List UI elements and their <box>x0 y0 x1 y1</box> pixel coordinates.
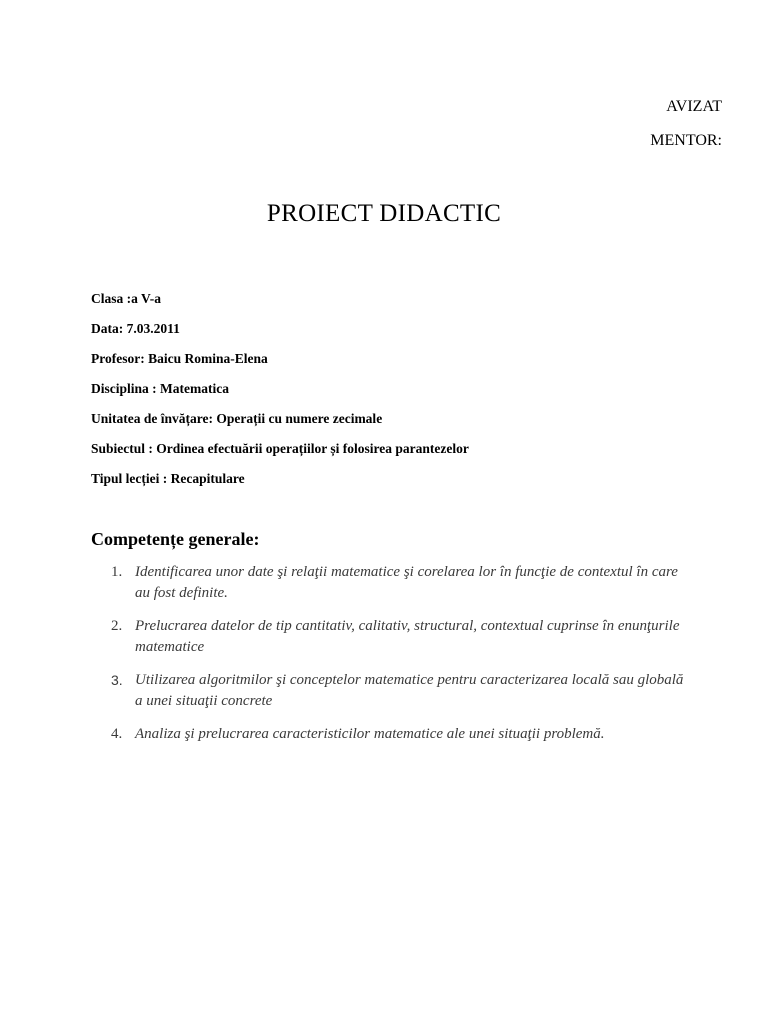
list-item <box>91 616 691 658</box>
mentor-label: MENTOR: <box>650 132 722 149</box>
document-title: PROIECT DIDACTIC <box>266 200 502 227</box>
competences-list <box>91 562 691 757</box>
item-text: Analiza şi prelucrarea caracteristicilor matematice ale unei situaţii problemă. <box>135 726 605 742</box>
teacher-field: Profesor: Baicu Romina-Elena <box>91 351 268 366</box>
lesson-info <box>91 289 469 499</box>
class-field: Clasa :a V-a <box>91 291 161 306</box>
date-field: Data: 7.03.2011 <box>91 321 180 336</box>
learning-unit-field: Unitatea de învățare: Operații cu numere zecimale <box>91 411 383 426</box>
item-number: 4. <box>111 726 123 742</box>
list-item <box>91 670 691 712</box>
item-text: Identificarea unor date şi relaţii matematice şi corelarea lor în funcţie de contextul în care au fost definite. <box>135 564 678 601</box>
item-number: 1. <box>111 564 123 580</box>
list-item <box>91 724 691 745</box>
item-number: 3. <box>111 672 123 688</box>
competences-heading: Competențe generale: <box>91 529 260 549</box>
approval-block <box>650 90 722 158</box>
item-number: 2. <box>111 618 123 634</box>
approval-label: AVIZAT <box>666 98 722 115</box>
list-item <box>91 562 691 604</box>
item-text: Utilizarea algoritmilor şi conceptelor matematice pentru caracterizarea locală sau globală a unei situaţii concrete <box>135 672 684 709</box>
discipline-field: Disciplina : Matematica <box>91 381 229 396</box>
subject-field: Subiectul : Ordinea efectuării operațiilor și folosirea parantezelor <box>91 441 469 456</box>
lesson-type-field: Tipul lecției : Recapitulare <box>91 471 245 486</box>
item-text: Prelucrarea datelor de tip cantitativ, calitativ, structural, contextual cuprinse în enunţurile matematice <box>135 618 680 655</box>
